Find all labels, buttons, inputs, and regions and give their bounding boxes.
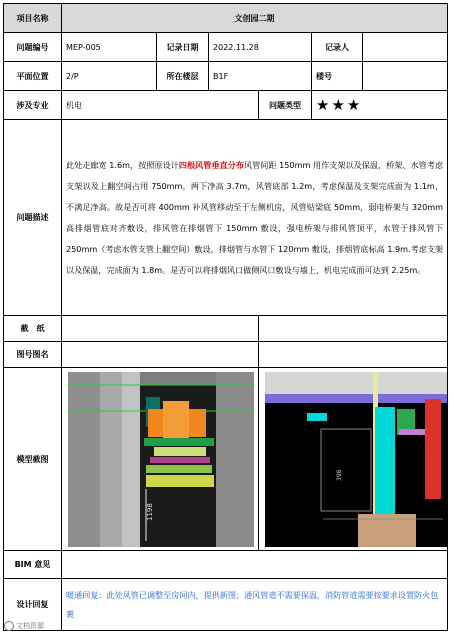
issue-no-label: 问题编号 [4,33,62,62]
description-part-2: 风管间距 150mm 用作支架以及保温，桥架、水管考虑支架以及上翻空间占用 750mm，两下净高 3.7m，风管底部 1.2m，考虑保温及支架完成面为 1.1m，不满足净高。故是否可将 400mm 补风管移动至于左侧机房，风管贴梁底 50mm，弱电桥架与 320mm 高排烟管底对齐敷设，排风管在排烟管下 150mm 敷设，强电桥架与排风管顶平，水管于排风管下 250mm（考虑水管支管上翻空间）敷设，排烟管与水管下 120mm 敷设，排烟管底标高 1.9m.考虑支架以及保温，完成面为 1.8m。是否可以将排烟风口做侧风口敷设与墙上，机电完成面可达到 2.25m。 [66,159,444,275]
date-value: 2022.11.28 [209,33,312,62]
plan-position-value: 2/P [62,62,157,91]
left-dimension-label: 1198 [146,502,154,521]
project-name-value: 文创园二期 [62,4,448,33]
watermark-text: 文档资源 [16,622,44,630]
description-highlight: 四根风管垂直分布 [178,159,244,170]
model-screenshot-right-cell [259,368,448,551]
building-value [363,62,448,91]
watermark [4,621,44,631]
model-screenshot-right [263,369,448,550]
drawing-no-value-right [259,342,448,368]
issue-record-sheet [3,3,448,631]
drawing-no-value-left [62,342,259,368]
description-text [62,120,448,316]
design-reply-text: 暖通回复：此处风管已调整至房间内，提供新图；通风管道不需要保温，消防管道需要按要求设置防火包裹 [62,579,448,631]
floor-value: B1F [209,62,312,91]
description-part-1: 此处走廊宽 1.6m，按照原设计 [66,159,179,170]
discipline-value: 机电 [62,91,259,120]
drawing-label: 截 纸 [4,316,62,342]
date-label: 记录日期 [157,33,209,62]
drawing-value-right [259,316,448,342]
issue-no-value: MEP-005 [62,33,157,62]
issue-type-label: 问题类型 [259,91,312,120]
bim-opinion-value [62,551,448,579]
floor-label: 所在楼层 [157,62,209,91]
building-label: 楼号 [312,62,363,91]
model-screenshot-left [66,369,256,550]
right-dimension-label: 398 [336,469,343,481]
issue-severity-stars: ★★★ [312,91,448,120]
recorder-label: 记录人 [312,33,363,62]
drawing-value-left [62,316,259,342]
drawing-no-label: 图号图名 [4,342,62,368]
model-screenshot-left-cell [62,368,259,551]
description-label: 问题描述 [4,120,62,316]
plan-position-label: 平面位置 [4,62,62,91]
recorder-value [363,33,448,62]
model-screenshot-label: 模型截图 [4,368,62,551]
project-name-label: 项目名称 [4,4,62,33]
bim-opinion-label: BIM 意见 [4,551,62,579]
design-reply-label: 设计回复 [4,579,62,631]
watermark-logo-icon [4,621,14,631]
discipline-label: 涉及专业 [4,91,62,120]
